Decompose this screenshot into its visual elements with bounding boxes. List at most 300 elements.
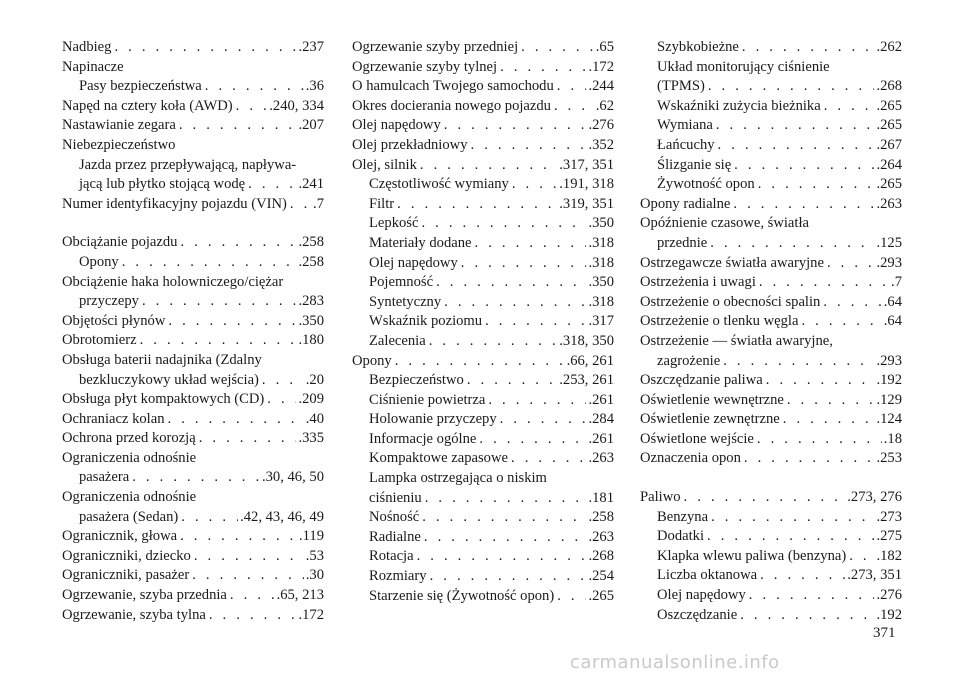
dot-leader (485, 312, 586, 332)
entry-term: Obciążenie haka holowniczego/ciężar (62, 273, 284, 290)
dot-leader (417, 547, 587, 567)
entry-term: Opóźnienie czasowe, światła (640, 215, 809, 232)
entry-term: Ochrona przed korozją (62, 430, 196, 447)
index-subentry (352, 528, 614, 548)
entry-term: Napęd na cztery koła (AWD) (62, 97, 233, 114)
entry-term: Wskaźniki zużycia bieżnika (657, 97, 821, 114)
index-subentry (352, 508, 614, 528)
entry-term: Klapka wlewu paliwa (benzyna) (657, 547, 847, 564)
entry-page-ref: .258 (588, 509, 614, 526)
index-entry (352, 136, 614, 156)
dot-leader (168, 410, 304, 430)
entry-page-ref: .64 (883, 313, 902, 330)
entry-page-ref: .244 (588, 78, 614, 95)
index-subentry (352, 234, 614, 254)
section-gap (62, 214, 324, 233)
entry-term: Ogrzewanie, szyba tylna (62, 606, 206, 623)
index-subentry (352, 195, 614, 215)
entry-page-ref: .258 (298, 234, 324, 251)
dot-leader (140, 331, 297, 351)
entry-page-ref: .275 (876, 528, 902, 545)
dot-leader (424, 528, 587, 548)
entry-term: bezkluczykowy układ wejścia) (79, 371, 259, 388)
index-entry (62, 233, 324, 253)
index-subentry (62, 253, 324, 273)
index-entry (62, 58, 324, 78)
index-subentry (352, 254, 614, 274)
entry-term: Paliwo (640, 489, 681, 506)
dot-leader (760, 566, 845, 586)
dot-leader (444, 116, 587, 136)
dot-leader (114, 38, 296, 58)
dot-leader (475, 234, 587, 254)
dot-leader (684, 488, 846, 508)
index-entry (640, 254, 902, 274)
dot-leader (827, 254, 875, 274)
entry-term: Okres docierania nowego pojazdu (352, 97, 551, 114)
entry-page-ref: .264 (876, 156, 902, 173)
index-entry (352, 58, 614, 78)
index-subentry (352, 332, 614, 352)
dot-leader (444, 293, 586, 313)
entry-term: Opony radialne (640, 195, 731, 212)
index-subentry (62, 175, 324, 195)
dot-leader (500, 410, 587, 430)
page-number: 371 (873, 625, 896, 641)
entry-term: Olej, silnik (352, 156, 417, 173)
entry-term: Wymiana (657, 117, 713, 134)
dot-leader (758, 175, 875, 195)
dot-leader (132, 468, 260, 488)
entry-page-ref: .207 (298, 117, 324, 134)
index-subentry (640, 352, 902, 372)
index-subentry (640, 116, 902, 136)
entry-term: O hamulcach Twojego samochodu (352, 78, 554, 95)
index-entry (640, 195, 902, 215)
index-entry (640, 273, 902, 293)
entry-term: Ogrzewanie szyby tylnej (352, 58, 498, 75)
entry-term: Benzyna (657, 508, 709, 525)
entry-term: Ograniczniki, dziecko (62, 547, 191, 564)
entry-page-ref: .319, 351 (559, 195, 614, 212)
entry-term: Ostrzeżenie o obecności spalin (640, 293, 821, 310)
entry-term: Ślizganie się (657, 156, 732, 173)
index-subentry (352, 273, 614, 293)
index-entry (62, 410, 324, 430)
entry-term: Ostrzeżenie o tlenku węgla (640, 313, 799, 330)
index-entry (62, 586, 324, 606)
dot-leader (421, 214, 586, 234)
entry-term: Ostrzeżenie — światła awaryjne, (640, 332, 833, 349)
index-entry (352, 156, 614, 176)
index-entry (62, 390, 324, 410)
entry-term: jącą lub płytko stojącą wodę (79, 176, 246, 193)
dot-leader (759, 273, 889, 293)
index-entry (640, 293, 902, 313)
dot-leader (557, 77, 587, 97)
entry-page-ref: .261 (588, 391, 614, 408)
entry-page-ref: .125 (876, 234, 902, 251)
entry-page-ref: .263 (876, 195, 902, 212)
dot-leader (711, 508, 874, 528)
index-subentry (62, 468, 324, 488)
dot-leader (205, 77, 304, 97)
entry-term: Rotacja (369, 548, 414, 565)
index-subentry (62, 292, 324, 312)
entry-term: Obsługa płyt kompaktowych (CD) (62, 391, 265, 408)
index-subentry (352, 547, 614, 567)
entry-term: Ograniczenia odnośnie (62, 489, 197, 506)
entry-term: Ochraniacz kolan (62, 410, 165, 427)
dot-leader (179, 116, 297, 136)
entry-term: Syntetyczny (369, 293, 442, 310)
index-entry (62, 449, 324, 469)
entry-page-ref: .265 (876, 97, 902, 114)
entry-page-ref: .36 (305, 78, 324, 95)
entry-term: Opony (352, 352, 392, 369)
entry-page-ref: .7 (891, 274, 902, 291)
index-subentry (352, 469, 614, 489)
dot-leader (142, 292, 296, 312)
entry-term: Nadbieg (62, 39, 112, 55)
index-subentry (352, 214, 614, 234)
dot-leader (766, 371, 875, 391)
entry-term: Zalecenia (369, 332, 426, 349)
index-entry (62, 136, 324, 156)
dot-leader (236, 97, 268, 117)
entry-page-ref: .258 (298, 253, 324, 270)
entry-page-ref: .42, 43, 46, 49 (240, 508, 324, 525)
entry-term: Bezpieczeństwo (369, 372, 464, 389)
entry-page-ref: .293 (876, 254, 902, 271)
entry-term: ciśnieniu (369, 489, 422, 506)
entry-term: Żywotność opon (657, 176, 755, 193)
entry-term: Starzenie się (Żywotność opon) (369, 587, 555, 604)
entry-page-ref: .265 (876, 176, 902, 193)
dot-leader (420, 156, 557, 176)
index-subentry (352, 449, 614, 469)
dot-leader (422, 508, 586, 528)
index-subentry (640, 606, 902, 626)
entry-term: Ograniczenia odnośnie (62, 449, 197, 466)
index-subentry (640, 527, 902, 547)
entry-page-ref: .268 (876, 78, 902, 95)
index-entry (62, 331, 324, 351)
dot-leader (488, 391, 586, 411)
entry-page-ref: .181 (588, 489, 614, 506)
index-entry (352, 97, 614, 117)
dot-leader (787, 391, 875, 411)
dot-leader (733, 195, 874, 215)
entry-term: Oszczędzanie paliwa (640, 372, 763, 389)
index-subentry (352, 391, 614, 411)
index-entry (62, 195, 324, 215)
entry-page-ref: .318 (588, 254, 614, 271)
entry-term: Częstotliwość wymiany (369, 176, 509, 193)
entry-term: Obsługa baterii nadajnika (Zdalny (62, 351, 262, 368)
index-subentry (352, 312, 614, 332)
entry-page-ref: .273 (876, 508, 902, 525)
dot-leader (749, 586, 875, 606)
dot-leader (742, 38, 875, 58)
entry-page-ref: .318, 350 (559, 332, 614, 349)
entry-page-ref: .350 (588, 274, 614, 291)
index-entry (62, 97, 324, 117)
entry-page-ref: .53 (305, 547, 324, 564)
dot-leader (479, 430, 586, 450)
entry-term: Ogranicznik, głowa (62, 528, 178, 545)
index-entry (640, 430, 902, 450)
entry-term: Informacje ogólne (369, 430, 477, 447)
dot-leader (744, 449, 875, 469)
index-subentry (640, 566, 902, 586)
entry-term: zagrożenie (657, 352, 721, 369)
entry-term: pasażera (79, 469, 130, 486)
entry-page-ref: .318 (588, 293, 614, 310)
entry-page-ref: .191, 318 (559, 176, 614, 193)
index-entry (62, 606, 324, 626)
entry-term: Ciśnienie powietrza (369, 391, 486, 408)
index-subentry (352, 175, 614, 195)
entry-term: Nośność (369, 509, 420, 526)
index-entry (352, 38, 614, 58)
entry-term: przyczepy (79, 293, 139, 310)
entry-term: Lampka ostrzegająca o niskim (369, 470, 547, 487)
index-entry (352, 116, 614, 136)
entry-page-ref: .352 (588, 136, 614, 153)
dot-leader (430, 567, 587, 587)
index-subentry (640, 508, 902, 528)
entry-page-ref: .268 (588, 548, 614, 565)
entry-term: Olej napędowy (369, 254, 458, 271)
entry-term: Oświetlenie zewnętrzne (640, 411, 780, 428)
entry-page-ref: .253 (876, 450, 902, 467)
index-entry (640, 371, 902, 391)
index-subentry (62, 508, 324, 528)
entry-page-ref: .172 (588, 58, 614, 75)
index-column-3 (640, 38, 902, 625)
dot-leader (511, 449, 586, 469)
dot-leader (168, 312, 296, 332)
entry-term: Szybkobieżne (657, 39, 739, 55)
entry-page-ref: .240, 334 (269, 97, 324, 114)
entry-page-ref: .119 (299, 528, 324, 545)
dot-leader (716, 116, 875, 136)
entry-term: Łańcuchy (657, 136, 715, 153)
entry-term: Opony (79, 253, 119, 270)
index-column-1 (62, 38, 324, 625)
index-entry (62, 429, 324, 449)
dot-leader (267, 390, 296, 410)
dot-leader (397, 195, 557, 215)
dot-leader (783, 410, 875, 430)
index-subentry (352, 293, 614, 313)
entry-page-ref: .350 (588, 215, 614, 232)
dot-leader (734, 156, 874, 176)
index-entry (62, 527, 324, 547)
dot-leader (192, 566, 304, 586)
entry-page-ref: .273, 276 (847, 489, 902, 506)
entry-page-ref: .241 (298, 176, 324, 193)
entry-page-ref: .265 (588, 587, 614, 604)
entry-page-ref: .253, 261 (559, 372, 614, 389)
dot-leader (395, 352, 565, 372)
entry-term: Pasy bezpieczeństwa (79, 78, 202, 95)
index-entry (640, 312, 902, 332)
index-subentry (640, 58, 902, 78)
dot-leader (262, 371, 304, 391)
index-entry (62, 351, 324, 371)
dot-leader (823, 293, 881, 313)
index-subentry (640, 97, 902, 117)
index-entry (640, 391, 902, 411)
entry-page-ref: .62 (595, 97, 614, 114)
index-entry (62, 38, 324, 58)
dot-leader (708, 77, 875, 97)
dot-leader (467, 371, 557, 391)
entry-term: Pojemność (369, 274, 434, 291)
entry-page-ref: .30, 46, 50 (261, 469, 324, 486)
dot-leader (740, 606, 874, 626)
dot-leader (723, 352, 874, 372)
index-column-2 (352, 38, 614, 606)
index-entry (640, 332, 902, 352)
entry-term: Radialne (369, 528, 421, 545)
entry-page-ref: .262 (876, 39, 902, 55)
entry-term: Lepkość (369, 215, 419, 232)
dot-leader (718, 136, 875, 156)
entry-term: Ogrzewanie, szyba przednia (62, 587, 227, 604)
entry-page-ref: .318 (588, 234, 614, 251)
index-subentry (352, 371, 614, 391)
index-entry (352, 77, 614, 97)
dot-leader (209, 606, 297, 626)
entry-term: Oświetlenie wewnętrzne (640, 391, 784, 408)
entry-page-ref: .40 (305, 410, 324, 427)
entry-term: Jazda przez przepływającą, napływa- (79, 156, 297, 173)
dot-leader (471, 136, 587, 156)
entry-page-ref: .273, 351 (847, 567, 902, 584)
dot-leader (801, 312, 881, 332)
entry-page-ref: .124 (876, 411, 902, 428)
index-subentry (352, 587, 614, 607)
dot-leader (824, 97, 875, 117)
dot-leader (180, 527, 297, 547)
entry-page-ref: .65 (595, 39, 614, 55)
index-subentry (62, 77, 324, 97)
dot-leader (248, 175, 296, 195)
index-subentry (640, 136, 902, 156)
dot-leader (425, 489, 587, 509)
dot-leader (199, 429, 297, 449)
entry-page-ref: .263 (588, 450, 614, 467)
dot-leader (710, 234, 874, 254)
index-entry (640, 488, 902, 508)
index-subentry (352, 430, 614, 450)
index-entry (352, 352, 614, 372)
index-subentry (62, 371, 324, 391)
entry-term: Oświetlone wejście (640, 430, 754, 447)
entry-page-ref: .65, 213 (276, 587, 324, 604)
entry-page-ref: .276 (588, 117, 614, 134)
entry-page-ref: .180 (298, 332, 324, 349)
entry-term: Obciążanie pojazdu (62, 234, 178, 251)
entry-page-ref: .317 (588, 313, 614, 330)
entry-page-ref: .293 (876, 352, 902, 369)
entry-term: Niebezpieczeństwo (62, 136, 176, 153)
dot-leader (557, 587, 586, 607)
entry-term: Materiały dodane (369, 234, 472, 251)
entry-term: Numer identyfikacyjny pojazdu (VIN) (62, 195, 287, 212)
index-subentry (640, 547, 902, 567)
entry-page-ref: .265 (876, 117, 902, 134)
entry-page-ref: .261 (588, 430, 614, 447)
entry-term: (TPMS) (657, 78, 705, 95)
entry-page-ref: .20 (305, 371, 324, 388)
dot-leader (290, 195, 311, 215)
dot-leader (180, 233, 296, 253)
entry-page-ref: .7 (313, 195, 324, 212)
entry-term: Ostrzeżenia i uwagi (640, 274, 756, 291)
dot-leader (230, 586, 275, 606)
entry-term: Olej przekładniowy (352, 136, 468, 153)
entry-term: Olej napędowy (657, 587, 746, 604)
entry-term: pasażera (Sedan) (79, 508, 179, 525)
entry-page-ref: .237 (298, 39, 324, 55)
dot-leader (181, 508, 238, 528)
entry-term: Holowanie przyczepy (369, 411, 497, 428)
index-entry (62, 488, 324, 508)
entry-term: Oznaczenia opon (640, 450, 741, 467)
index-subentry (640, 586, 902, 606)
entry-term: Nastawianie zegara (62, 117, 176, 134)
entry-page-ref: .254 (588, 568, 614, 585)
index-entry (640, 410, 902, 430)
entry-page-ref: .263 (588, 528, 614, 545)
entry-page-ref: .192 (876, 606, 902, 623)
dot-leader (707, 527, 874, 547)
entry-term: Obrotomierz (62, 332, 137, 349)
index-entry (62, 566, 324, 586)
entry-page-ref: .267 (876, 136, 902, 153)
index-entry (62, 547, 324, 567)
entry-page-ref: .317, 351 (559, 156, 614, 173)
dot-leader (429, 332, 558, 352)
entry-term: Rozmiary (369, 568, 427, 585)
dot-leader (461, 254, 587, 274)
dot-leader (500, 58, 586, 78)
index-entry (62, 273, 324, 293)
dot-leader (521, 38, 594, 58)
dot-leader (122, 253, 297, 273)
watermark: carmanualsonline.info (570, 652, 780, 673)
entry-term: Wskaźnik poziomu (369, 313, 483, 330)
entry-page-ref: .18 (883, 430, 902, 447)
entry-page-ref: .192 (876, 372, 902, 389)
index-subentry (640, 156, 902, 176)
entry-page-ref: .64 (883, 293, 902, 310)
entry-term: Układ monitorujący ciśnienie (657, 58, 830, 75)
entry-page-ref: .182 (876, 547, 902, 564)
entry-page-ref: .276 (876, 587, 902, 604)
dot-leader (757, 430, 882, 450)
entry-page-ref: .129 (876, 391, 902, 408)
index-subentry (352, 567, 614, 587)
entry-term: Oszczędzanie (657, 606, 738, 623)
entry-term: Napinacze (62, 58, 124, 75)
entry-page-ref: .209 (298, 391, 324, 408)
dot-leader (512, 175, 557, 195)
